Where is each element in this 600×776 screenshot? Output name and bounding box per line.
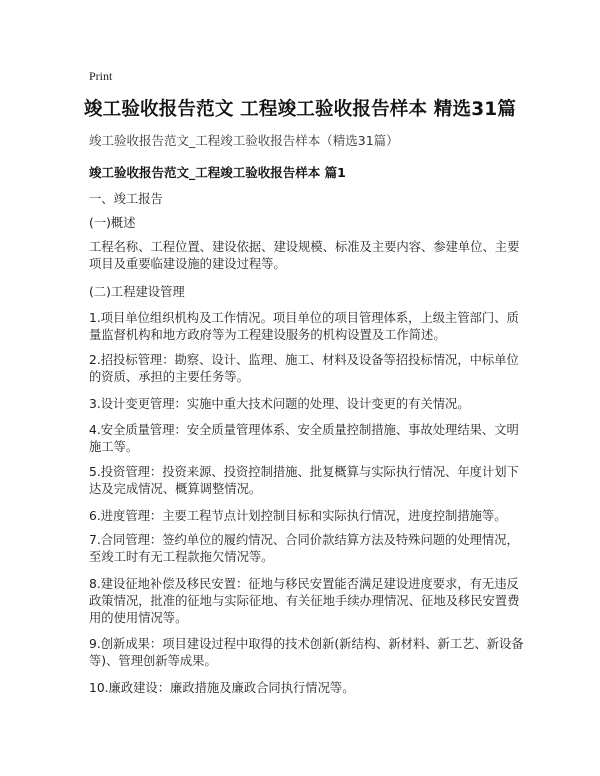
subsection-heading: (二)工程建设管理 (89, 285, 185, 299)
body-paragraph: 5.投资管理：投资来源、投资控制措施、批复概算与实际执行情况、年度计划下达及完成情况、概算调整情况。 (89, 465, 519, 496)
section-heading: 一、竣工报告 (89, 192, 163, 206)
body-paragraph: 7.合同管理：签约单位的履约情况、合同价款结算方法及特殊问题的处理情况，至竣工时有无工程款拖欠情况等。 (89, 533, 519, 564)
body-paragraph: 2.招投标管理：勘察、设计、监理、施工、材料及设备等招投标情况，中标单位的资质、承担的主要任务等。 (89, 353, 519, 384)
body-paragraph: 工程名称、工程位置、建设依据、建设规模、标准及主要内容、参建单位、主要项目及重要临建设施的建设过程等。 (89, 240, 520, 271)
article-heading: 竣工验收报告范文_工程竣工验收报告样本 篇1 (89, 165, 346, 180)
body-paragraph: 4.安全质量管理：安全质量管理体系、安全质量控制措施、事故处理结果、文明施工等。 (89, 423, 519, 454)
subsection-heading: (一)概述 (89, 216, 136, 230)
body-paragraph: 9.创新成果：项目建设过程中取得的技术创新(新结构、新材料、新工艺、新设备等)、管理创新等成果。 (89, 637, 524, 668)
document-title: 竣工验收报告范文 工程竣工验收报告样本 精选31篇 (83, 99, 517, 120)
document-subtitle: 竣工验收报告范文_工程竣工验收报告样本（精选31篇） (89, 133, 399, 148)
body-paragraph: 1.项目单位组织机构及工作情况。项目单位的项目管理体系，上级主管部门、质量监督机构和地方政府等为工程建设服务的机构设置及工作简述。 (89, 311, 519, 342)
body-paragraph: 3.设计变更管理：实施中重大技术问题的处理、设计变更的有关情况。 (89, 397, 470, 411)
body-paragraph: 8.建设征地补偿及移民安置：征地与移民安置能否满足建设进度要求，有无违反政策情况，批准的征地与实际征地、有关征地手续办理情况、征地及移民安置费用的使用情况等。 (89, 577, 520, 625)
print-link[interactable]: Print (89, 69, 113, 83)
body-paragraph: 10.廉政建设：廉政措施及廉政合同执行情况等。 (89, 681, 355, 695)
body-paragraph: 6.进度管理：主要工程节点计划控制目标和实际执行情况，进度控制措施等。 (89, 509, 507, 523)
